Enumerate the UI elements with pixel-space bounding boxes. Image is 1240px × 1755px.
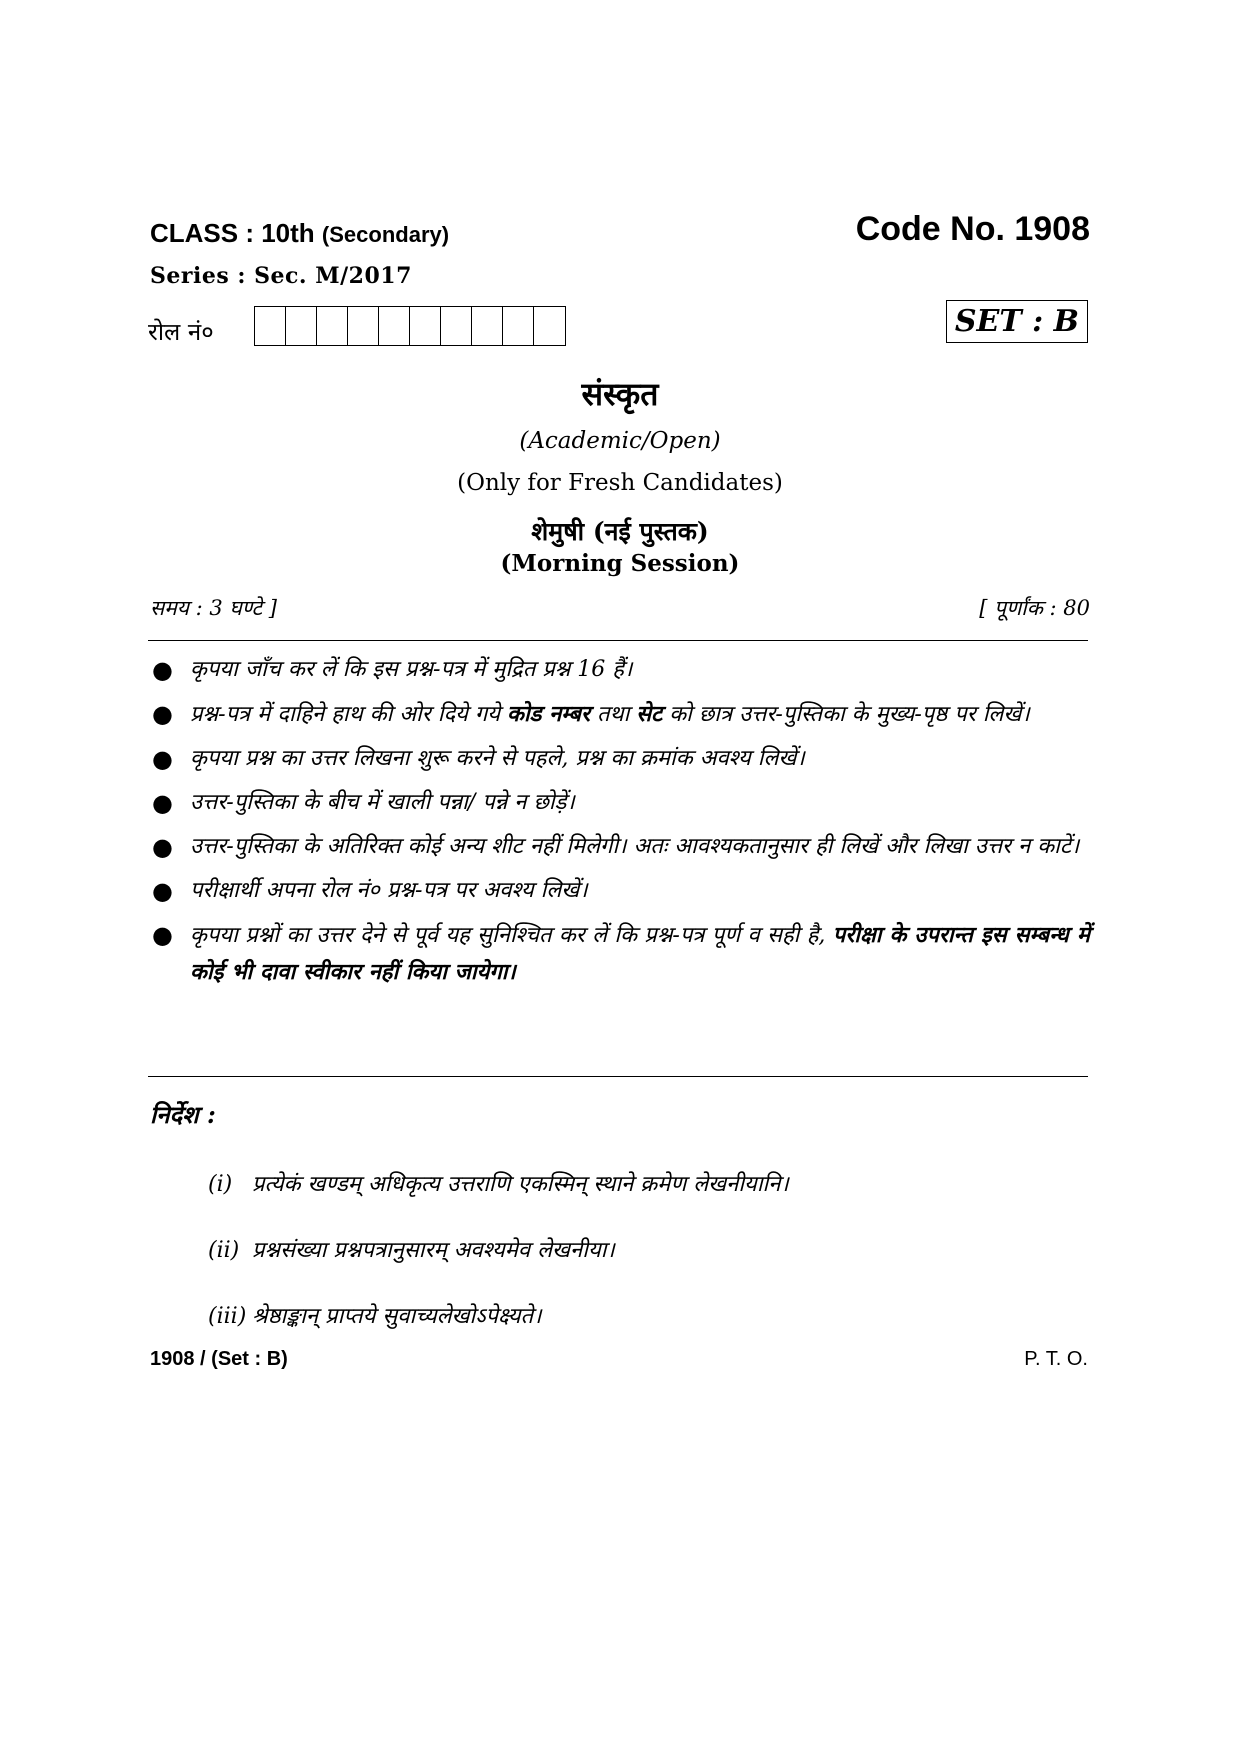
instruction-item — [150, 873, 1090, 909]
instruction-item — [150, 741, 1090, 777]
roll-number-box[interactable] — [441, 307, 472, 345]
time-label: समय : 3 घण्टे ] — [150, 596, 278, 620]
code-number: Code No. 1908 — [855, 210, 1090, 248]
direction-number: (iii) — [208, 1304, 247, 1329]
instruction-item — [150, 785, 1090, 821]
direction-number: (i) — [208, 1172, 233, 1197]
bullet-icon: ● — [152, 789, 173, 817]
class-label-suffix: (Secondary) — [321, 222, 450, 247]
book-title: शेमुषी (नई पुस्तक) — [531, 517, 709, 546]
instruction-text: कृपया जाँच कर लें कि इस प्रश्न-पत्र में मुद्रित प्रश्न 16 हैं। — [190, 657, 633, 682]
instruction-text: को छात्र उत्तर-पुस्तिका के मुख्य-पृष्ठ पर लिखें। — [662, 702, 1030, 727]
instruction-text: कृपया प्रश्न का उत्तर लिखना शुरू करने से पहले, प्रश्न का क्रमांक अवश्य लिखें। — [190, 746, 805, 771]
bullet-icon: ● — [152, 656, 173, 684]
instruction-item — [150, 829, 1090, 865]
roll-number-label: रोल नं० — [148, 318, 214, 346]
bottom-divider — [148, 1076, 1088, 1077]
instruction-item — [150, 917, 1090, 991]
roll-number-box[interactable] — [348, 307, 379, 345]
roll-number-box[interactable] — [379, 307, 410, 345]
roll-number-boxes[interactable] — [254, 306, 566, 346]
direction-item — [208, 1168, 789, 1198]
instruction-text: उत्तर-पुस्तिका के अतिरिक्त कोई अन्य शीट नहीं मिलेगी। अतः आवश्यकतानुसार ही लिखें और लिखा उत्तर न काटें। — [190, 834, 1080, 859]
bullet-icon: ● — [152, 833, 173, 861]
instruction-bold: कोड नम्बर — [507, 701, 590, 727]
instruction-bold: परीक्षा के उपरान्त इस सम्बन्ध में कोई भी दावा स्वीकार नहीं किया जायेगा। — [190, 922, 1090, 985]
roll-number-box[interactable] — [255, 307, 286, 345]
instruction-text: उत्तर-पुस्तिका के बीच में खाली पन्ना/ पन्ने न छोड़ें। — [190, 790, 575, 815]
top-divider — [148, 640, 1088, 641]
roll-number-box[interactable] — [472, 307, 503, 345]
roll-number-box[interactable] — [286, 307, 317, 345]
direction-text: श्रेष्ठाङ्कान् प्राप्तये सुवाच्यलेखोऽपेक्ष्यते। — [252, 1304, 542, 1329]
roll-number-box[interactable] — [534, 307, 565, 345]
bullet-icon: ● — [152, 921, 173, 949]
instruction-text: प्रश्न-पत्र में दाहिने हाथ की ओर दिये गये — [190, 702, 508, 727]
footer-code: 1908 / (Set : B) — [150, 1348, 288, 1370]
direction-number: (ii) — [208, 1238, 240, 1263]
bullet-icon: ● — [152, 700, 173, 728]
bullet-icon: ● — [152, 745, 173, 773]
candidates-label: (Only for Fresh Candidates) — [457, 470, 783, 496]
instruction-item — [150, 696, 1090, 733]
roll-number-box[interactable] — [410, 307, 441, 345]
stream-label: (Academic/Open) — [519, 428, 721, 454]
direction-item — [208, 1300, 541, 1330]
roll-number-box[interactable] — [503, 307, 534, 345]
class-label-main: CLASS : 10th — [150, 218, 315, 248]
instructions-list — [150, 652, 1090, 999]
instruction-text: कृपया प्रश्नों का उत्तर देने से पूर्व यह सुनिश्चित कर लें कि प्रश्न-पत्र पूर्ण व सही है, — [190, 923, 833, 948]
instruction-bold: सेट — [636, 701, 663, 727]
set-badge: SET : B — [946, 300, 1088, 343]
direction-item — [208, 1234, 615, 1264]
max-marks-label: [ पूर्णांक : 80 — [979, 596, 1090, 620]
direction-text: प्रत्येकं खण्डम् अधिकृत्य उत्तराणि एकस्मिन् स्थाने क्रमेण लेखनीयानि। — [252, 1172, 789, 1197]
footer-pto: P. T. O. — [1024, 1348, 1088, 1370]
subject-title: संस्कृत — [581, 375, 659, 413]
series-label: Series : Sec. M/2017 — [150, 263, 412, 289]
class-label — [150, 218, 449, 249]
directions-title: निर्देश : — [150, 1100, 216, 1129]
instruction-item — [150, 652, 1090, 688]
instruction-text: परीक्षार्थी अपना रोल नं० प्रश्न-पत्र पर अवश्य लिखें। — [190, 878, 588, 903]
bullet-icon: ● — [152, 877, 173, 905]
direction-text: प्रश्नसंख्या प्रश्नपत्रानुसारम् अवश्यमेव लेखनीया। — [252, 1238, 615, 1263]
roll-number-box[interactable] — [317, 307, 348, 345]
session-label: (Morning Session) — [500, 550, 740, 577]
instruction-text: तथा — [590, 702, 637, 727]
